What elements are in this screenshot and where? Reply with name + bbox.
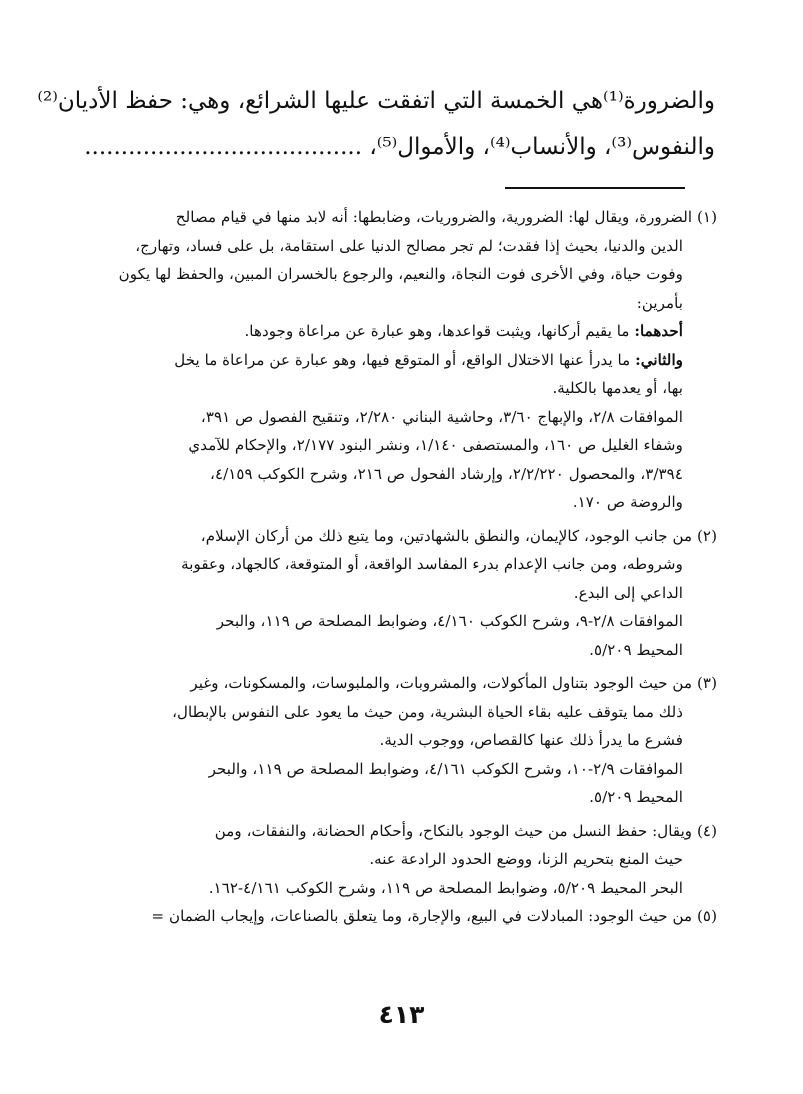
footnote-1	[72, 203, 717, 517]
footnote-line: الداعي إلى البدع.	[573, 583, 683, 602]
main-text-line: والضرورة⁽¹⁾هي الخمسة التي اتفقت عليها الشرائع، وهي: حفظ الأديان⁽²⁾	[37, 88, 715, 114]
footnote-3	[72, 669, 717, 812]
footnote-reference-line: الموافقات ٢/٩-١٠، وشرح الكوكب ٤/١٦١، وضوابط المصلحة ص ١١٩، والبحر	[208, 759, 683, 778]
footnote-4	[72, 817, 717, 903]
footnote-reference-line: والروضة ص ١٧٠.	[572, 493, 683, 511]
footnote-2	[72, 522, 717, 665]
footnote-line: فشرع ما يدرأ ذلك عنها كالقصاص، ووجوب الدية.	[379, 731, 683, 749]
footnote-reference-line: الموافقات ٢/٨، والإبهاج ٣/٦٠، وحاشية البناني ٢/٢٨٠، وتنقيح الفصول ص ٣٩١،	[200, 407, 683, 426]
footnote-line	[72, 317, 717, 346]
footnote-reference-line: المحيط ٥/٢٠٩.	[589, 788, 683, 806]
footnote-line: وفوت حياة، وفي الأخرى فوت النجاة، والنعيم، والرجوع بالخسران المبين، والحفظ لها يكون	[118, 265, 683, 283]
footnote-line: (٥) من حيث الوجود: المبادلات في البيع، والإجارة، وما يتعلق بالصناعات، وإيجاب الضمان =	[151, 907, 717, 925]
footnote-label: أحدهما:	[634, 322, 683, 340]
footnote-label: والثاني:	[635, 350, 683, 369]
footnote-line	[72, 346, 717, 375]
footnote-line: (٣) من حيث الوجود بتناول المأكولات، والمشروبات، والملبوسات، والمسكونات، وغير	[190, 674, 717, 692]
page-number: ٤١٣	[378, 1000, 425, 1029]
footnote-reference-line: البحر المحيط ٥/٢٠٩، وضوابط المصلحة ص ١١٩، وشرح الكوكب ٤/١٦١-١٦٢.	[208, 878, 683, 897]
footnote-line: الدين والدنيا، بحيث إذا فقدت؛ لم تجر مصالح الدنيا على استقامة، بل على فساد، وتهارج،	[135, 236, 683, 255]
footnote-line: (٢) من جانب الوجود، كالإيمان، والنطق بالشهادتين، وما يتبع ذلك من أركان الإسلام،	[200, 526, 717, 545]
footnote-5	[72, 902, 717, 931]
footnote-line: حيث المنع بتحريم الزنا، ووضع الحدود الرادعة عنه.	[369, 850, 683, 868]
footnote-divider	[505, 187, 685, 189]
footnote-line: بأمرين:	[636, 293, 683, 312]
footnote-line: وشروطه، ومن جانب الإعدام بدرء المفاسد الواقعة، أو المتوقعة، كالجهاد، وعقوبة	[181, 555, 683, 573]
footnote-line: ذلك مما يتوقف عليه بقاء الحياة البشرية، ومن حيث ما يعود على النفوس بالإبطال،	[172, 702, 683, 721]
footnote-reference-line: الموافقات ٢/٨-٩، وشرح الكوكب ٤/١٦٠، وضوابط المصلحة ص ١١٩، والبحر	[216, 612, 683, 630]
footnote-reference-line: وشفاء الغليل ص ١٦٠، والمستصفى ١/١٤٠، ونشر البنود ٢/١٧٧، والإحكام للآمدي	[188, 436, 683, 454]
main-text-line: والنفوس⁽³⁾، والأنساب⁽⁴⁾، والأموال⁽⁵⁾، ......................................	[84, 134, 715, 160]
footnote-text: ما يدرأ عنها الاختلال الواقع، أو المتوقع فيها، وهو عبارة عن مراعاة ما يخل	[174, 350, 636, 369]
footnotes	[72, 203, 717, 931]
footnote-reference-line: المحيط ٥/٢٠٩.	[589, 640, 683, 659]
footnote-line: بها، أو يعدمها بالكلية.	[552, 379, 683, 397]
main-text	[37, 78, 715, 170]
footnote-line: (١) الضرورة، ويقال لها: الضرورية، والضروريات، وضابطها: أنه لابد منها في قيام مصالح	[175, 208, 717, 226]
footnote-text: ما يقيم أركانها، ويثبت قواعدها، وهو عبارة عن مراعاة وجودها.	[244, 322, 635, 340]
footnote-reference-line: ٣/٣٩٤، والمحصول ٢/٢/٢٢٠، وإرشاد الفحول ص ٢١٦، وشرح الكوكب ٤/١٥٩،	[210, 464, 683, 483]
footnote-line: (٤) ويقال: حفظ النسل من حيث الوجود بالنكاح، وأحكام الحضانة، والنفقات، ومن	[214, 821, 717, 840]
